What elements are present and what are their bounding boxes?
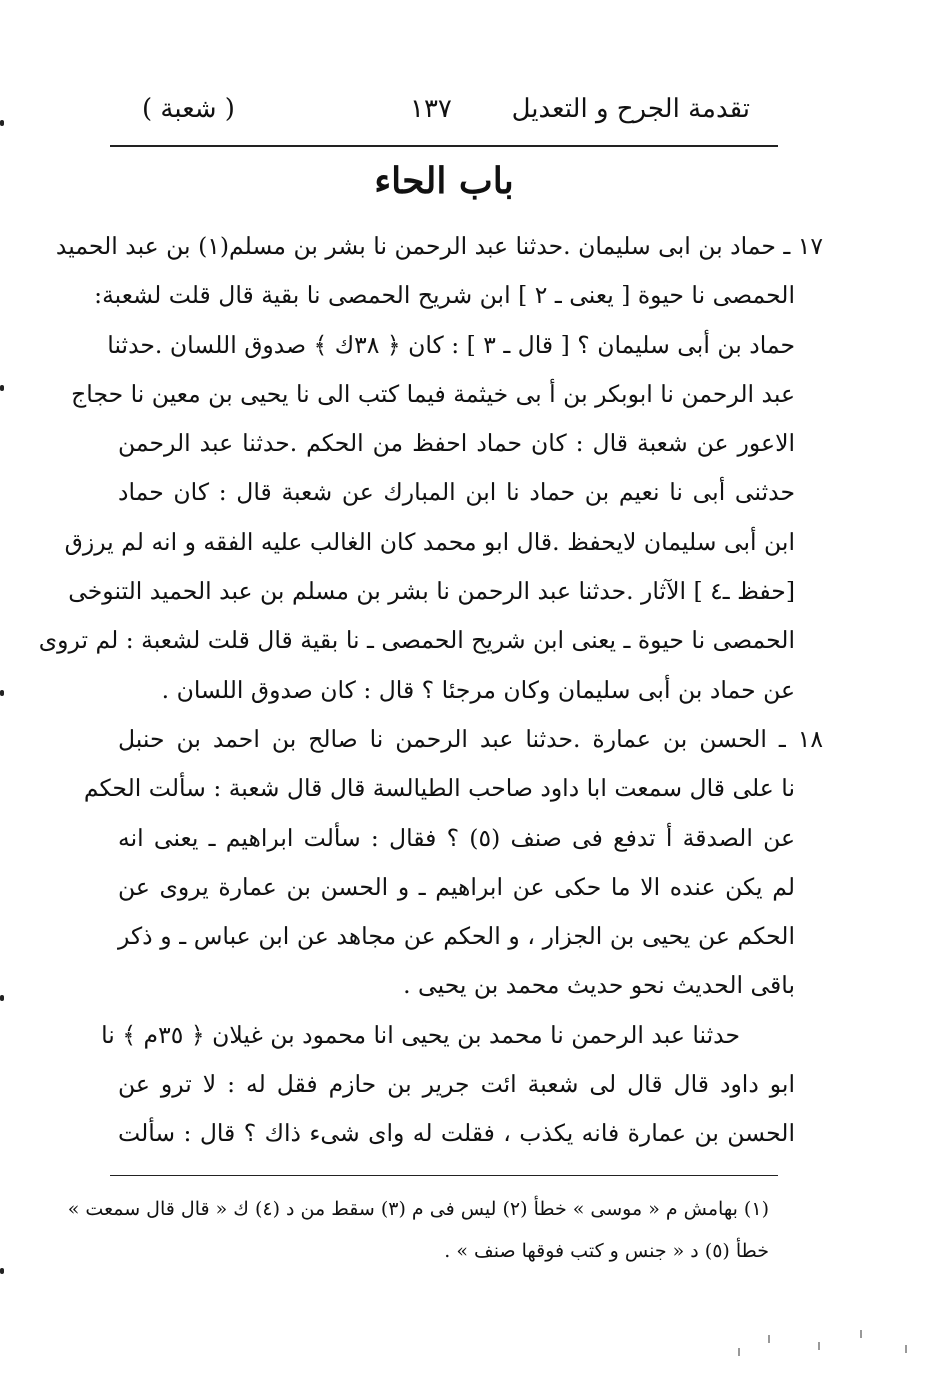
text-line: الحكم عن يحيى بن الجزار ، و الحكم عن مجاهد عن ابن عباس ـ و ذكر — [118, 922, 795, 951]
scan-speck — [738, 1348, 740, 1356]
scan-speck — [905, 1345, 907, 1353]
page-number: ١٣٧ — [410, 94, 452, 124]
text-line: الحمصى نا حيوة ـ يعنى ابن شريح الحمصى ـ نا بقية قال قلت لشعبة : لم تروى — [38, 626, 795, 655]
text-line: الحمصى نا حيوة [ يعنى ـ ٢ ] ابن شريح الحمصى نا بقية قال قلت لشعبة: — [94, 281, 795, 310]
text-line: نا على قال سمعت ابا داود صاحب الطيالسة قال قال شعبة : سألت الحكم — [83, 774, 795, 803]
text-line: ١٨ ـ الحسن بن عمارة .حدثنا عبد الرحمن نا صالح بن احمد بن حنبل — [118, 724, 823, 753]
chapter-title: باب الحاء — [374, 160, 514, 202]
main-text — [38, 222, 823, 1159]
text-line: [حفظ ـ٤ ] الآثار .حدثنا عبد الرحمن نا بشر بن مسلم بن عبد الحميد التنوخى — [68, 577, 795, 606]
scan-speck — [860, 1330, 862, 1338]
book-title: تقدمة الجرح و التعديل — [511, 94, 750, 124]
header-divider — [110, 145, 778, 147]
footnotes — [67, 1188, 769, 1272]
text-line: عن الصدقة أ تدفع فى صنف (٥) ؟ فقال : سألت ابراهيم ـ يعنى انه — [118, 823, 795, 852]
text-line: حماد بن أبى سليمان ؟ [ قال ـ ٣ ] : كان ﴿ ٣٨ك ﴾ صدوق اللسان .حدثنا — [107, 330, 795, 359]
scan-margin-mark — [0, 995, 4, 1001]
scan-speck — [818, 1342, 820, 1350]
text-line: ابن أبى سليمان لايحفظ .قال ابو محمد كان الغالب عليه الفقه و انه لم يرزق — [64, 527, 795, 556]
text-line: حدثنا عبد الرحمن نا محمد بن يحيى انا محمود بن غيلان ﴿ ٣٥م ﴾ نا — [101, 1020, 740, 1049]
footnote-divider — [110, 1175, 778, 1176]
scan-margin-mark — [0, 385, 4, 391]
text-line: ابو داود قال قال لى شعبة ائت جرير بن حازم فقل له : لا ترو عن — [118, 1070, 795, 1099]
scan-speck — [768, 1335, 770, 1343]
scan-margin-mark — [0, 1268, 4, 1274]
footnote-line: خطأ (٥) د « جنس و كتب فوقها صنف » . — [444, 1240, 769, 1262]
text-line: عبد الرحمن نا ابوبكر بن أ بى خيثمة فيما كتب الى نا يحيى بن معين نا حجاج — [71, 379, 795, 408]
text-line: ١٧ ـ حماد بن ابى سليمان .حدثنا عبد الرحمن نا بشر بن مسلم(١) بن عبد الحميد — [55, 232, 823, 260]
text-line: باقى الحديث نحو حديث محمد بن يحيى . — [403, 971, 795, 1000]
text-line: الحسن بن عمارة فانه يكذب ، فقلت له واى شىء ذاك ؟ قال : سألت — [118, 1119, 795, 1148]
scan-margin-mark — [0, 120, 4, 126]
text-line: حدثنى أبى نا نعيم بن حماد نا ابن المبارك عن شعبة قال : كان حماد — [118, 478, 795, 507]
text-line: لم يكن عنده الا ما حكى عن ابراهيم ـ و الحسن بن عمارة يروى عن — [118, 872, 795, 901]
footnote-line: (١) بهامش م « موسى » خطأ (٢) ليس فى م (٣) سقط من د (٤) ك « قال قال سمعت » — [67, 1198, 769, 1220]
text-line: الاعور عن شعبة قال : كان حماد احفظ من الحكم .حدثنا عبد الرحمن — [118, 429, 795, 458]
running-header — [110, 88, 778, 138]
section-topic: ( شعبة ) — [142, 94, 235, 124]
text-line: عن حماد بن أبى سليمان وكان مرجئا ؟ قال : كان صدوق اللسان . — [161, 675, 795, 704]
scan-margin-mark — [0, 690, 4, 696]
